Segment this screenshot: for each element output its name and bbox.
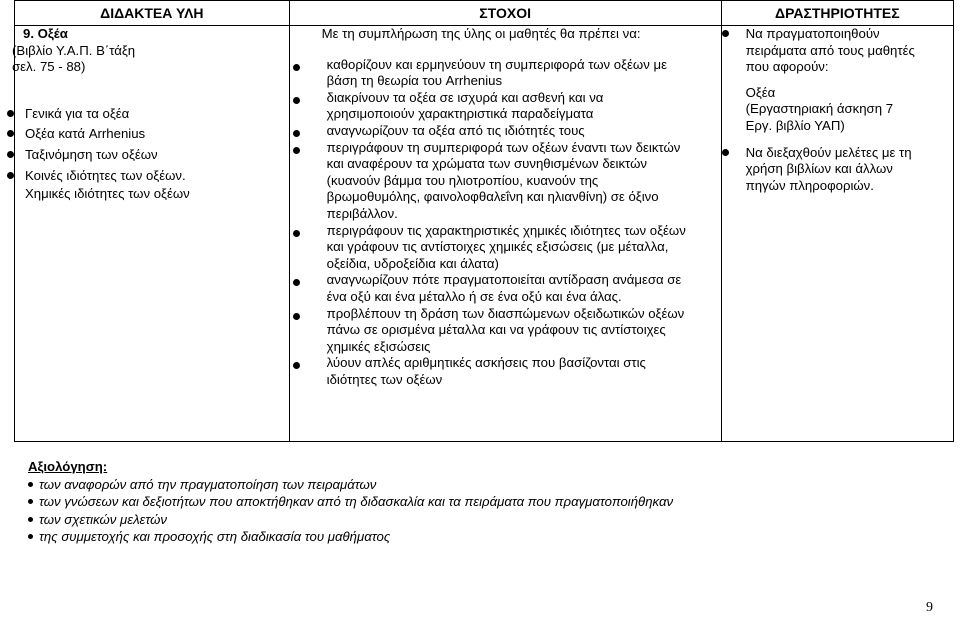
objective-item: περιγράφουν τις χαρακτηριστικές χημικές ιδιότητες των οξέων και γράφουν τις αντίστοιχες χημικές εξισώσεις (με μέταλλα, οξείδια, υδροξείδια και άλατα) (290, 223, 721, 273)
header-activities: ΔΡΑΣΤΗΡΙΟΤΗΤΕΣ (721, 1, 953, 26)
objective-item: αναγνωρίζουν τα οξέα από τις ιδιότητές τους (290, 123, 721, 140)
topic-item: Ταξινόμηση των οξέων (7, 147, 289, 164)
bullet-icon (293, 362, 300, 369)
bullet-icon (28, 499, 33, 504)
bullet-icon (7, 172, 14, 179)
header-row (15, 1, 954, 26)
objective-item: περιγράφουν τη συμπεριφορά των οξέων έναντι των δεικτών και αναφέρουν τα χρώματα των συνηθισμένων δεικτών (κυανούν βάμμα του ηλιοτροπίου, κυανούν της βρωμοθυμόλης, φαινολοφθαλεΐνη και ηλιανθίνη) σε όξινο περιβάλλον. (290, 140, 721, 223)
bullet-icon (7, 151, 14, 158)
evaluation-item: των σχετικών μελετών (28, 511, 673, 529)
evaluation-item: της συμμετοχής και προσοχής στη διαδικασία του μαθήματος (28, 528, 673, 546)
bullet-icon (293, 147, 300, 154)
header-objectives: ΣΤΟΧΟΙ (289, 1, 721, 26)
topic-item: Οξέα κατά Arrhenius (7, 126, 289, 143)
evaluation-item: των αναφορών από την πραγματοποίηση των πειραμάτων (28, 476, 673, 494)
bullet-icon (7, 130, 14, 137)
syllabus-cell (12, 26, 290, 442)
topic-list (7, 106, 289, 184)
bullet-icon (722, 149, 729, 156)
activity-item: Να πραγματοποιηθούν πειράματα από τους μαθητές που αφορούν: Οξέα (Εργαστηριακή άσκηση 7 Εργ. βιβλίο ΥΑΠ) (722, 26, 953, 135)
header-syllabus: ΔΙΔΑΚΤΕΑ ΥΛΗ (15, 1, 290, 26)
content-row (15, 26, 954, 442)
bullet-icon (293, 279, 300, 286)
objective-item: λύουν απλές αριθμητικές ασκήσεις που βασίζονται στις ιδιότητες των οξέων (290, 355, 721, 388)
objective-item: διακρίνουν τα οξέα σε ισχυρά και ασθενή και να χρησιμοποιούν χαρακτηριστικά παραδείγματα (290, 90, 721, 123)
objective-item: καθορίζουν και ερμηνεύουν τη συμπεριφορά των οξέων με βάση τη θεωρία του Arrhenius (290, 57, 721, 90)
objective-item: προβλέπουν τη δράση των διασπώμενων οξειδωτικών οξέων πάνω σε ορισμένα μέταλλα και να γράφουν τις αντίστοιχες χημικές εξισώσεις (290, 306, 721, 356)
topic-item: Κοινές ιδιότητες των οξέων. (7, 168, 289, 185)
book-reference: (Βιβλίο Υ.Α.Π. Β΄τάξη (12, 42, 136, 58)
curriculum-table (14, 0, 954, 442)
evaluation-list (28, 476, 673, 546)
objectives-list (290, 57, 721, 389)
bullet-icon (293, 97, 300, 104)
page-number: 9 (926, 600, 933, 615)
activity-item: Να διεξαχθούν μελέτες με τη χρήση βιβλίων και άλλων πηγών πληροφοριών. (722, 145, 953, 195)
objectives-cell (289, 26, 721, 442)
topic-extra: Χημικές ιδιότητες των οξέων (25, 186, 190, 202)
pages-reference: σελ. 75 - 88) (12, 59, 86, 75)
bullet-icon (7, 110, 14, 117)
bullet-icon (28, 534, 33, 539)
objectives-intro: Με τη συμπλήρωση της ύλης οι μαθητές θα πρέπει να: (321, 26, 641, 41)
bullet-icon (293, 64, 300, 71)
activities-cell (721, 26, 953, 442)
bullet-icon (28, 517, 33, 522)
bullet-icon (293, 130, 300, 137)
objective-item: αναγνωρίζουν πότε πραγματοποιείται αντίδραση ανάμεσα σε ένα οξύ και ένα μέταλλο ή σε ένα οξύ και ένα άλας. (290, 272, 721, 305)
bullet-icon (293, 313, 300, 320)
bullet-icon (293, 230, 300, 237)
bullet-icon (722, 30, 729, 37)
evaluation-section (28, 458, 673, 546)
evaluation-title: Αξιολόγηση: (28, 459, 108, 474)
chapter-title: 9. Οξέα (23, 26, 68, 41)
bullet-icon (28, 482, 33, 487)
evaluation-item: των γνώσεων και δεξιοτήτων που αποκτήθηκαν από τη διδασκαλία και τα πειράματα που πραγματοποιήθηκαν (28, 493, 673, 511)
topic-item: Γενικά για τα οξέα (7, 106, 289, 123)
